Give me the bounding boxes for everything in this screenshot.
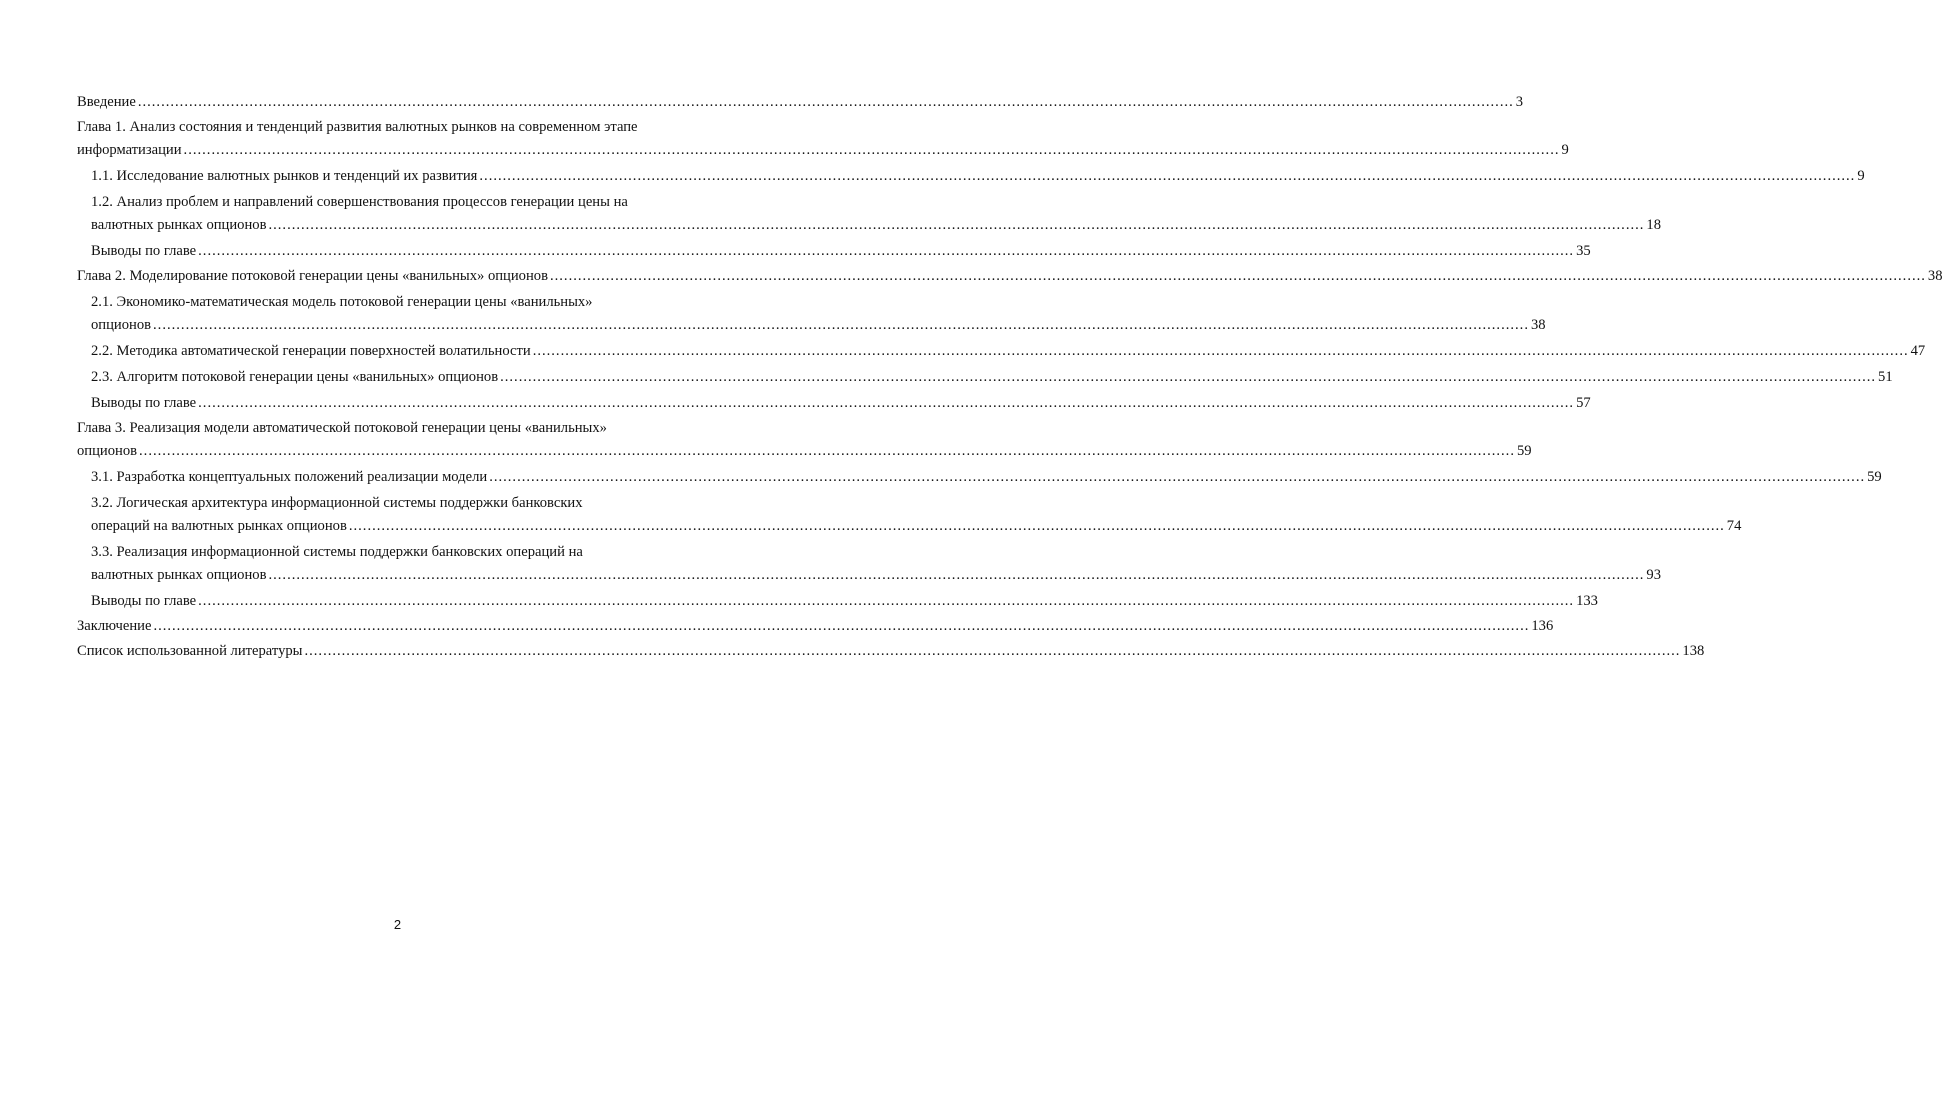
toc-entry-chapter[interactable]: [77, 116, 1569, 162]
toc-entry-line: [91, 314, 1546, 337]
toc-entry-line: [91, 366, 1893, 389]
toc-entry-title: 2.3. Алгоритм потоковой генерации цены «ванильных» опционов: [91, 369, 499, 385]
toc-entry-line: [91, 392, 1591, 415]
toc-entry-title: Выводы по главе: [91, 593, 197, 609]
toc-entry-title: 3.1. Разработка концептуальных положений реализации модели: [91, 469, 488, 485]
toc-entry-line: [91, 340, 1926, 363]
toc-entry-section[interactable]: [77, 240, 1591, 263]
toc-entry-page: 133: [1576, 593, 1598, 609]
toc-entry-section[interactable]: [77, 165, 1865, 188]
toc-entry-title-line: 2.1. Экономико-математическая модель потоковой генерации цены «ванильных»: [91, 294, 593, 310]
toc-entry-page: 35: [1576, 243, 1591, 259]
dot-leader: [153, 314, 1529, 337]
dot-leader: [138, 91, 1514, 114]
toc-entry-page: 74: [1726, 518, 1742, 534]
toc-entry-page: 18: [1646, 217, 1661, 233]
dot-leader: [500, 366, 1876, 389]
toc-entry-section[interactable]: [77, 291, 1546, 337]
dot-leader: [489, 466, 1865, 489]
toc-entry-page: 9: [1857, 168, 1865, 184]
toc-entry-title-line: Глава 1. Анализ состояния и тенденций развития валютных рынков на современном этапе: [77, 119, 638, 135]
toc-entry-section[interactable]: [77, 492, 1742, 538]
toc-entry-line: [91, 590, 1598, 613]
toc-entry-page: 9: [1561, 142, 1569, 158]
dot-leader: [268, 214, 1644, 237]
toc-entry-line: [77, 265, 1943, 288]
toc-entry-section[interactable]: [77, 392, 1591, 415]
toc-entry-title: опционов: [91, 317, 152, 333]
toc-entry-title: 1.1. Исследование валютных рынков и тенденций их развития: [91, 168, 478, 184]
toc-entry-title: 2.2. Методика автоматической генерации поверхностей волатильности: [91, 343, 531, 359]
toc-entry-section[interactable]: [77, 366, 1893, 389]
toc-entry-page: 59: [1867, 469, 1882, 485]
toc-entry-page: 3: [1515, 94, 1524, 110]
toc-entry-section[interactable]: [77, 191, 1661, 237]
toc-entry-page: 47: [1910, 343, 1926, 359]
toc-entry-page: 38: [1927, 268, 1943, 284]
toc-entry-chapter[interactable]: [77, 265, 1943, 288]
toc-entry-title: валютных рынках опционов: [91, 567, 267, 583]
toc-entry-title: информатизации: [77, 142, 182, 158]
dot-leader: [268, 564, 1644, 587]
dot-leader: [304, 640, 1680, 663]
toc-entry-line: [91, 515, 1742, 538]
toc-entry-title-line: 3.2. Логическая архитектура информационной системы поддержки банковских: [91, 495, 583, 511]
toc-entry-title: Введение: [77, 94, 136, 110]
toc-entry-title: Выводы по главе: [91, 243, 197, 259]
toc-entry-title: валютных рынках опционов: [91, 217, 267, 233]
toc-entry-title-line: Глава 3. Реализация модели автоматической потоковой генерации цены «ванильных»: [77, 420, 607, 436]
toc-entry-line: [77, 640, 1705, 663]
dot-leader: [139, 440, 1515, 463]
toc-entry-page: 138: [1682, 643, 1705, 659]
toc-entry-page: 93: [1646, 567, 1661, 583]
toc-entry-chapter[interactable]: [77, 615, 1554, 638]
toc-entry-page: 136: [1531, 618, 1554, 634]
toc-entry-line: [91, 165, 1865, 188]
dot-leader: [184, 139, 1560, 162]
dot-leader: [198, 392, 1574, 415]
toc-entry-title-line: 1.2. Анализ проблем и направлений совершенствования процессов генерации цены на: [91, 194, 628, 210]
toc-entry-section[interactable]: [77, 541, 1661, 587]
toc-entry-section[interactable]: [77, 340, 1926, 363]
toc-entry-line: [91, 240, 1591, 263]
toc-entry-title: Глава 2. Моделирование потоковой генерации цены «ванильных» опционов: [77, 268, 548, 284]
toc-entry-line: [91, 214, 1661, 237]
toc-entry-section[interactable]: [77, 466, 1882, 489]
dot-leader: [550, 265, 1926, 288]
dot-leader: [479, 165, 1855, 188]
toc-entry-title: Список использованной литературы: [77, 643, 303, 659]
toc-entry-page: 38: [1530, 317, 1546, 333]
toc-entry-chapter[interactable]: [77, 640, 1705, 663]
toc-entry-page: 51: [1878, 369, 1893, 385]
dot-leader: [533, 340, 1909, 363]
toc-entry-line: [77, 615, 1554, 638]
toc-entry-title: опционов: [77, 443, 138, 459]
toc-entry-section[interactable]: [77, 590, 1598, 613]
toc-entry-line: [77, 139, 1569, 162]
dot-leader: [198, 240, 1574, 263]
toc-entry-chapter[interactable]: [77, 91, 1524, 114]
toc-entry-title: Заключение: [77, 618, 152, 634]
table-of-contents: [77, 91, 1943, 665]
toc-entry-line: [77, 91, 1524, 114]
toc-entry-title-line: 3.3. Реализация информационной системы поддержки банковских операций на: [91, 544, 583, 560]
toc-entry-page: 59: [1516, 443, 1532, 459]
page-number: 2: [393, 917, 402, 932]
dot-leader: [198, 590, 1574, 613]
toc-entry-line: [77, 440, 1532, 463]
dot-leader: [153, 615, 1529, 638]
toc-entry-page: 57: [1576, 395, 1591, 411]
dot-leader: [349, 515, 1725, 538]
toc-entry-title: операций на валютных рынках опционов: [91, 518, 347, 534]
toc-entry-line: [91, 564, 1661, 587]
toc-entry-title: Выводы по главе: [91, 395, 197, 411]
toc-entry-chapter[interactable]: [77, 417, 1532, 463]
toc-entry-line: [91, 466, 1882, 489]
